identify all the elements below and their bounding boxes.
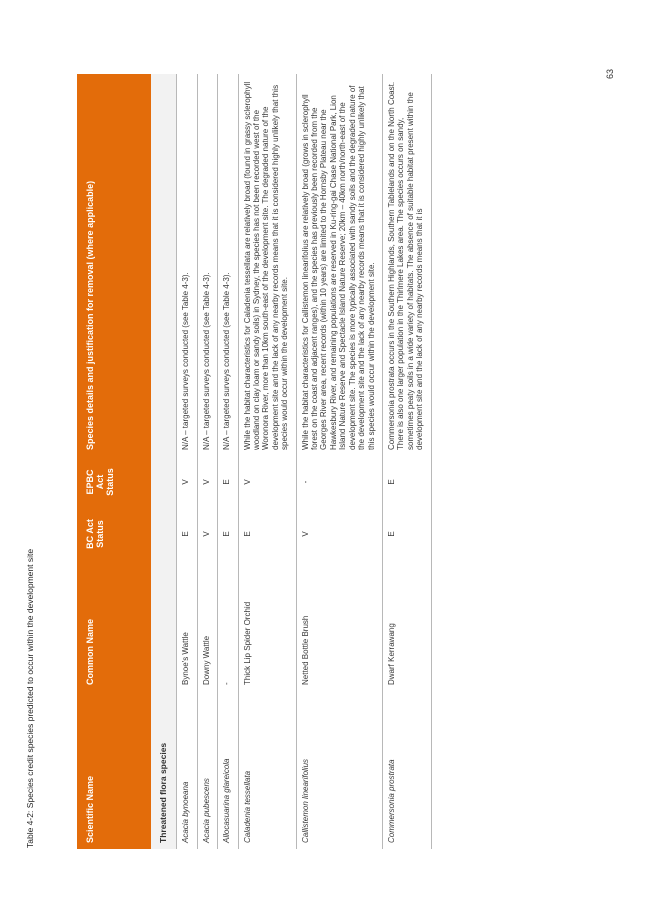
common-name: Thick Lip Spider Orchid — [238, 560, 296, 691]
page-number: 63 — [605, 68, 615, 79]
scientific-name: Callistemon linearifolius — [296, 691, 382, 849]
bc-status: V — [296, 508, 382, 560]
common-name: Downy Wattle — [197, 560, 217, 691]
bc-status: E — [218, 508, 238, 560]
species-details: While the habitat characteristics for Caladenia tessellata are relatively broad (found in grassy sclerophyll woodland on clay loam or sandy soils) in Sydney, the species has not been recorded west of the Woronora River, more than 10km south-east of the development site. The degraded nature of the development site and the lack of any nearby records means that it is considered highly unlikely that this species would occur within the development site. — [238, 74, 296, 456]
epbc-status: V — [177, 456, 197, 508]
scientific-name: Caladenia tessellata — [238, 691, 296, 849]
group-label: Threatened flora species — [151, 74, 177, 849]
epbc-status: V — [197, 456, 217, 508]
table-row — [218, 74, 238, 849]
bc-status: E — [238, 508, 296, 560]
common-name: Netted Bottle Brush — [296, 560, 382, 691]
scientific-name: Allocasuarina glareicola — [218, 691, 238, 849]
header-species-details: Species details and justification for removal (where applicable) — [77, 74, 151, 456]
epbc-status: - — [296, 456, 382, 508]
common-name: Bynoe's Wattle — [177, 560, 197, 691]
table-row — [238, 74, 296, 849]
table-row — [296, 74, 382, 849]
species-details: Commersonia prostrata occurs in the Southern Highlands, Southern Tablelands and on the North Coast. There is also one larger population in the Thirlmere Lakes area. The species occurs on sandy, sometimes peaty soils in a wide variety of habitats. The absence of suitable habitat present within the development site and the lack of any nearby records means that it is — [382, 74, 431, 456]
species-details: While the habitat characteristics for Callistemon linearifolius are relatively broad (grows in sclerophyll forest on the coast and adjacent ranges), and the species has previously been recorded from the Georges River area, recent records (within 10 years) are limited to the Hornsby Plateau near the Hawkesbury River, and remaining populations are reserved in Ku-ring-gai Chase National Park, Lion Island Nature Reserve and Spectacle Island Nature Reserve; 20km – 40km north/north-east of the development site. The species is more typically associated with sandy soils and the degraded nature of the development site and the lack of any nearby records means that it is considered highly unlikely that this species would occur within the development site. — [296, 74, 382, 456]
epbc-status: E — [382, 456, 431, 508]
header-scientific-name: Scientific Name — [77, 691, 151, 849]
species-details: N/A – targeted surveys conducted (see Table 4-3). — [218, 74, 238, 456]
epbc-status: E — [218, 456, 238, 508]
epbc-status: V — [238, 456, 296, 508]
table-row — [382, 74, 431, 849]
bc-status: E — [177, 508, 197, 560]
species-details: N/A – targeted surveys conducted (see Table 4-3). — [197, 74, 217, 456]
header-bc-act-status: BC Act Status — [77, 508, 151, 560]
bc-status: V — [197, 508, 217, 560]
scientific-name: Acacia bynoeana — [177, 691, 197, 849]
bc-status: E — [382, 508, 431, 560]
group-row — [151, 74, 177, 849]
common-name: - — [218, 560, 238, 691]
species-table — [77, 74, 432, 849]
species-details: N/A – targeted surveys conducted (see Table 4-3). — [177, 74, 197, 456]
table-row — [197, 74, 217, 849]
table-caption: Table 4-2: Species credit species predicted to occur within the development site — [25, 548, 35, 848]
header-common-name: Common Name — [77, 560, 151, 691]
common-name: Dwarf Kerrawang — [382, 560, 431, 691]
header-epbc-act-status: EPBC Act Status — [77, 456, 151, 508]
header-row — [77, 74, 151, 849]
scientific-name: Acacia pubescens — [197, 691, 217, 849]
scientific-name: Commersonia prostrata — [382, 691, 431, 849]
table-row — [177, 74, 197, 849]
